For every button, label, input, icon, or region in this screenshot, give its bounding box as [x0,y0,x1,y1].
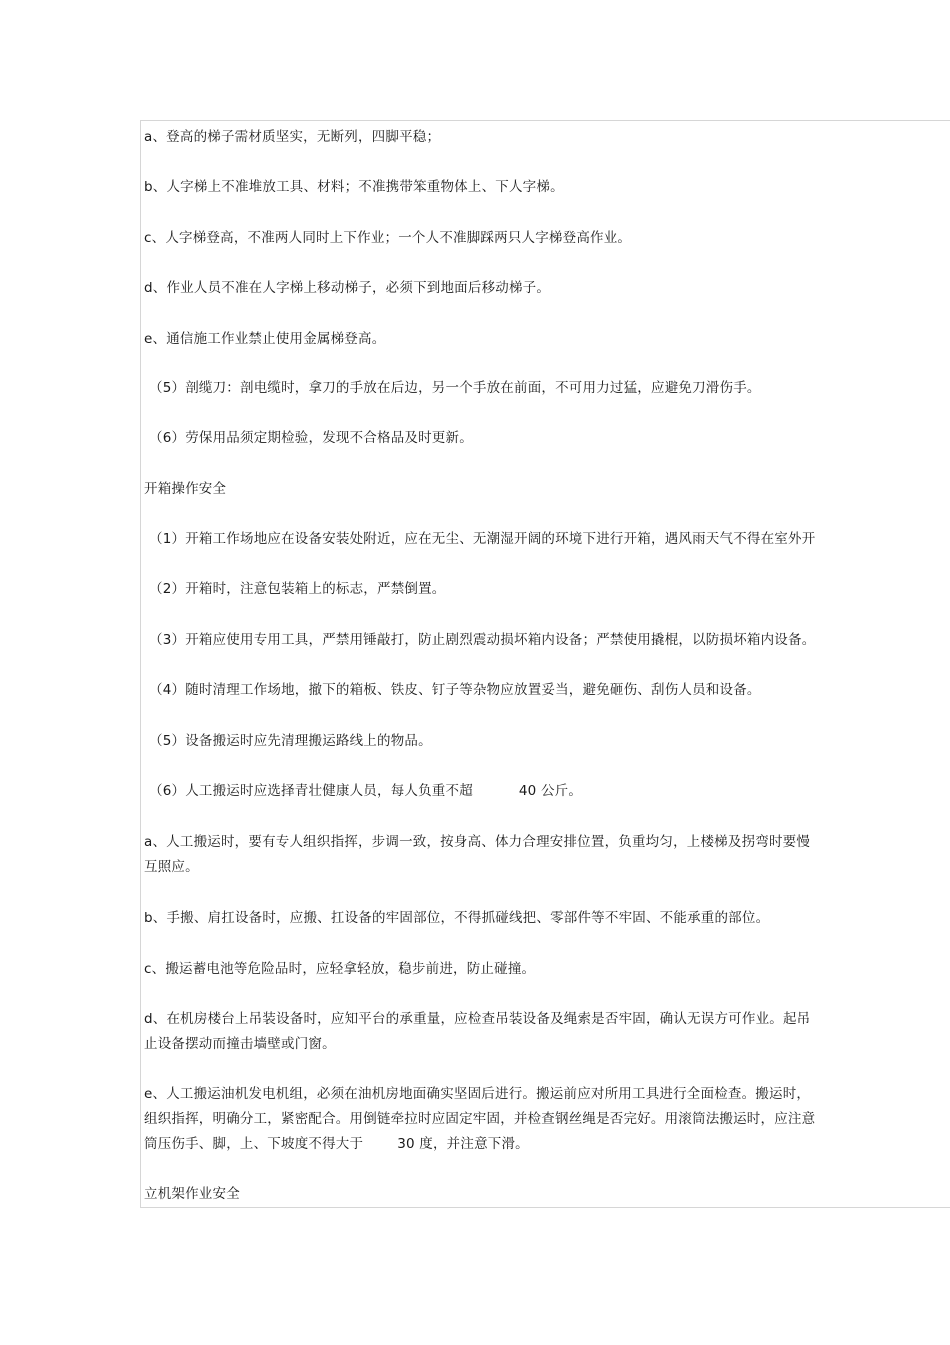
ladder-rule-a: a、登高的梯子需材质坚实，无断列，四脚平稳； [144,129,441,145]
section-heading-unboxing: 开箱操作安全 [144,481,227,497]
carrying-rule-c: c、搬运蓄电池等危险品时，应轻拿轻放，稳步前进，防止碰撞。 [144,961,536,977]
unboxing-rule-6-text: （6）人工搬运时应选择青壮健康人员，每人负重不超 [149,783,473,799]
ladder-rule-e: e、通信施工作业禁止使用金属梯登高。 [144,331,386,347]
carrying-rule-e-line-1: e、人工搬运油机发电机组，必须在油机房地面确实坚固后进行。搬运前应对所用工具进行全面检查。搬运时， [144,1086,811,1102]
ladder-rule-b: b、人字梯上不准堆放工具、材料；不准携带笨重物体上、下人字梯。 [144,179,564,195]
carrying-rule-e-line-3 [144,1132,529,1157]
unboxing-rule-3: （3）开箱应使用专用工具，严禁用锤敲打，防止剧烈震动损坏箱内设备；严禁使用撬棍，以防损坏箱内设备。 [149,632,816,648]
unboxing-rule-1: （1）开箱工作场地应在设备安装处附近，应在无尘、无潮湿开阔的环境下进行开箱，遇风雨天气不得在室外开 [149,531,816,547]
unboxing-rule-5: （5）设备搬运时应先清理搬运路线上的物品。 [149,733,432,749]
ladder-rule-c: c、人字梯登高，不准两人同时上下作业；一个人不准脚踩两只人字梯登高作业。 [144,230,632,246]
carrying-rule-d-line-2: 止设备摆动而撞击墙壁或门窗。 [144,1036,336,1052]
carrying-rule-a-line-1: a、人工搬运时，要有专人组织指挥，步调一致，按身高、体力合理安排位置，负重均匀，上楼梯及拐弯时要慢 [144,834,811,850]
carrying-rule-d-line-1: d、在机房楼台上吊装设备时，应知平台的承重量，应检查吊装设备及绳索是否牢固，确认无误方可作业。起吊 [144,1011,811,1027]
carrying-rule-a-line-2: 互照应。 [144,859,199,875]
carrying-rule-e-line-2: 组织指挥，明确分工，紧密配合。用倒链牵拉时应固定牢固，并检查钢丝绳是否完好。用滚筒法搬运时，应注意 [144,1111,816,1127]
carrying-rule-b: b、手搬、肩扛设备时，应搬、扛设备的牢固部位，不得抓碰线把、零部件等不牢固、不能承重的部位。 [144,910,770,926]
section-heading-rack: 立机架作业安全 [144,1186,240,1202]
slope-limit-value: 30 度，并注意下滑。 [397,1136,529,1152]
tool-rule-6: （6）劳保用品须定期检验，发现不合格品及时更新。 [149,430,473,446]
tool-rule-5: （5）剖缆刀：剖电缆时，拿刀的手放在后边，另一个手放在前面，不可用力过猛，应避免刀滑伤手。 [149,380,761,396]
unboxing-rule-4: （4）随时清理工作场地，撤下的箱板、铁皮、钉子等杂物应放置妥当，避免砸伤、刮伤人员和设备。 [149,682,761,698]
carrying-rule-e-line-3-text: 筒压伤手、脚，上、下坡度不得大于 [144,1136,364,1152]
ladder-rule-d: d、作业人员不准在人字梯上移动梯子，必须下到地面后移动梯子。 [144,280,551,296]
unboxing-rule-2: （2）开箱时，注意包装箱上的标志，严禁倒置。 [149,581,446,597]
unboxing-rule-6 [149,779,582,804]
weight-limit-value: 40 公斤。 [518,783,583,799]
